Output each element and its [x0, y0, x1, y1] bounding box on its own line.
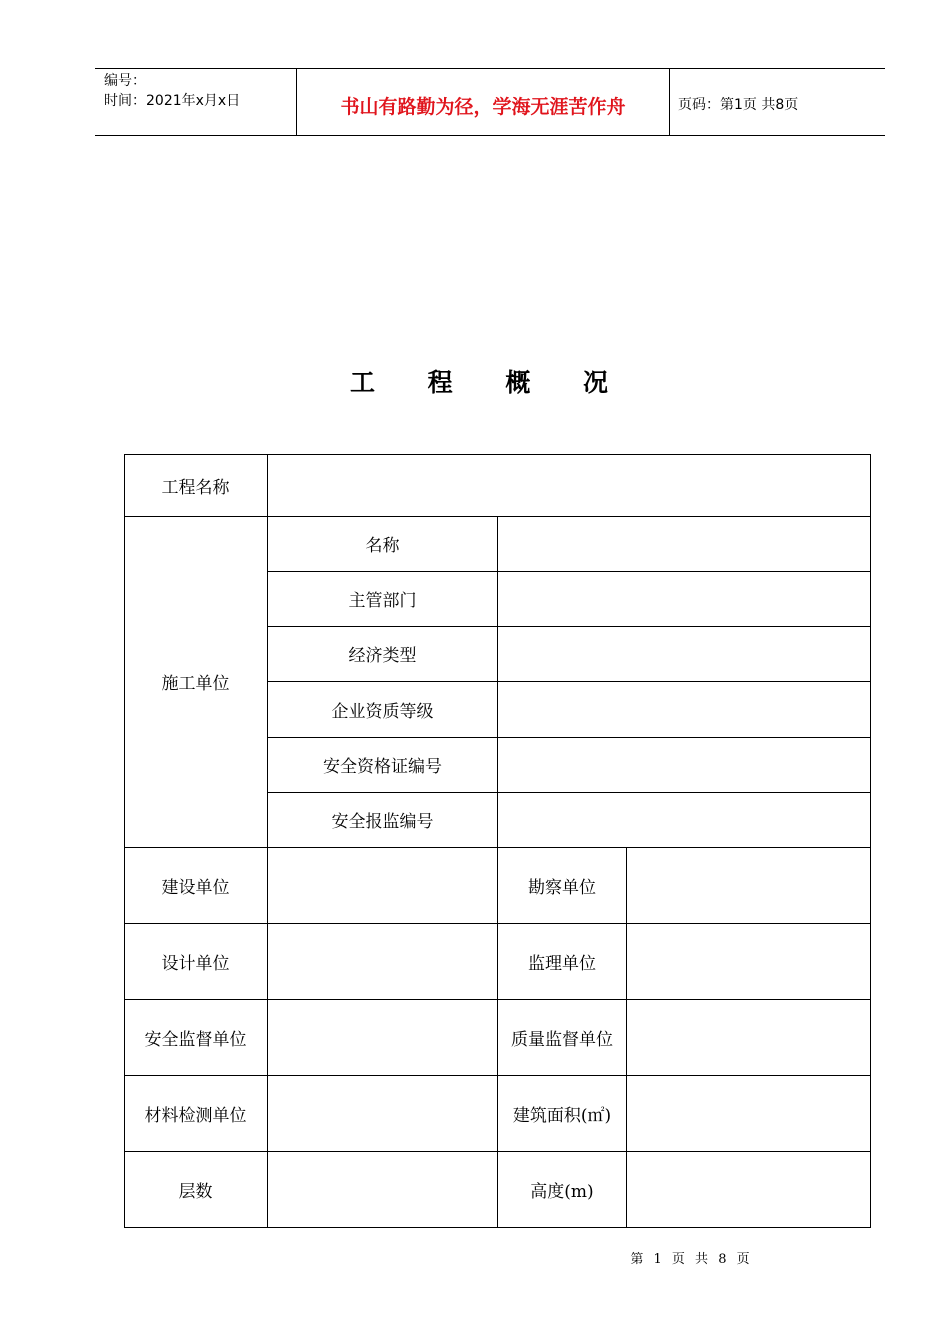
- document-number: 编号：: [104, 73, 146, 89]
- header-bottom-rule: [95, 135, 885, 136]
- floor-count-label: 层数: [178, 1181, 213, 1202]
- safety-certificate-number-label: 安全资格证编号: [323, 757, 442, 777]
- material-testing-unit-field[interactable]: [268, 1075, 497, 1151]
- supervising-department-label: 主管部门: [348, 591, 417, 611]
- document-date: 时间：2021年x月x日: [104, 93, 241, 109]
- header-motto: 书山有路勤为径，学海无涯苦作舟: [340, 96, 626, 118]
- project-name-field[interactable]: [268, 454, 870, 516]
- client-unit-label: 建设单位: [161, 877, 230, 898]
- material-testing-unit-label: 材料检测单位: [144, 1105, 247, 1126]
- qualification-grade-field[interactable]: [498, 681, 870, 737]
- supervision-unit-label: 监理单位: [528, 953, 596, 974]
- qualification-grade-label: 企业资质等级: [331, 701, 434, 722]
- design-unit-field[interactable]: [268, 923, 497, 999]
- quality-supervision-unit-field[interactable]: [627, 999, 870, 1075]
- safety-supervision-unit-label: 安全监督单位: [144, 1029, 247, 1050]
- economic-type-field[interactable]: [498, 626, 870, 681]
- page-footer: 第 1 页 共 8 页: [630, 1252, 750, 1267]
- building-area-field[interactable]: [627, 1075, 870, 1151]
- floor-count-field[interactable]: [268, 1151, 497, 1227]
- page-indicator: 页码：第1页 共8页: [678, 97, 799, 113]
- safety-supervision-unit-field[interactable]: [268, 999, 497, 1075]
- header-top-rule: [95, 68, 885, 69]
- economic-type-label: 经济类型: [348, 646, 417, 666]
- building-height-field[interactable]: [627, 1151, 870, 1227]
- quality-supervision-unit-label: 质量监督单位: [511, 1029, 613, 1050]
- supervising-department-field[interactable]: [498, 571, 870, 626]
- supervision-unit-field[interactable]: [627, 923, 870, 999]
- survey-unit-label: 勘察单位: [528, 877, 596, 898]
- client-unit-field[interactable]: [268, 847, 497, 923]
- project-name-label: 工程名称: [161, 477, 230, 498]
- safety-certificate-number-field[interactable]: [498, 737, 870, 792]
- contractor-label: 施工单位: [161, 674, 230, 694]
- design-unit-label: 设计单位: [161, 953, 230, 974]
- survey-unit-field[interactable]: [627, 847, 870, 923]
- building-height-label: 高度(m): [530, 1181, 594, 1202]
- safety-filing-number-label: 安全报监编号: [331, 812, 434, 832]
- building-area-label: 建筑面积(㎡): [512, 1105, 612, 1126]
- contractor-name-field[interactable]: [498, 516, 870, 571]
- project-overview-table: [124, 454, 871, 1228]
- safety-filing-number-field[interactable]: [498, 792, 870, 847]
- page-title: 工 程 概 况: [349, 368, 631, 397]
- contractor-name-label: 名称: [365, 536, 400, 556]
